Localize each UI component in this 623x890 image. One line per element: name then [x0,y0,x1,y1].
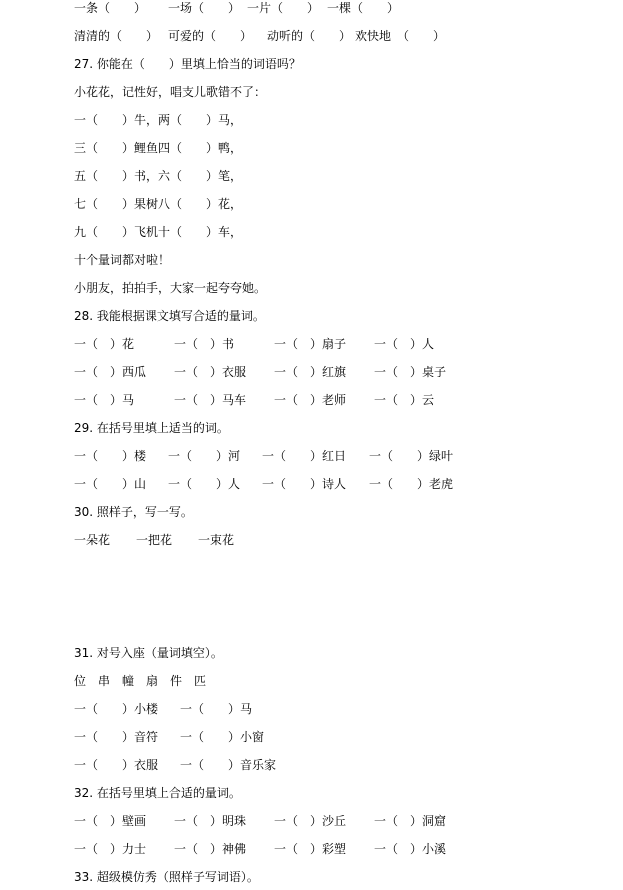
blank-item: 件 [170,674,183,688]
line-r12 [74,335,474,353]
blank-item: 一场（ ） [168,1,241,15]
blank-item: 一（ ）马车 [174,393,247,407]
blank-item: 幢 [122,674,135,688]
line-r18: 30. 照样子，写一写。 [74,505,193,519]
blank-item: 可爱的（ ） [168,29,253,43]
line-r14 [74,391,474,409]
blank-item: 一（ ）楼 [74,449,147,463]
blank-item: 一（ ）音符 [74,730,159,744]
blank-item: 一（ ）彩塑 [274,842,347,856]
blank-item: 一（ ）花 [74,337,135,351]
blank-item: 清清的（ ） [74,29,159,43]
line-r1 [74,27,455,45]
blank-item: 一（ ）绿叶 [369,449,454,463]
line-r22 [74,700,280,718]
blank-item: 欢快地 （ ） [355,29,446,43]
blank-item: 一（ ）桌子 [374,365,447,379]
line-r24 [74,756,300,774]
line-r21 [74,672,218,690]
line-r4: 一（ ）牛，两（ ）马， [74,113,243,127]
blank-item: 匹 [194,674,207,688]
blank-item: 一（ ）神佛 [174,842,247,856]
blank-item: 一（ ）红旗 [274,365,347,379]
blank-item: 一（ ）书 [174,337,235,351]
blank-item: 一（ ）沙丘 [274,814,347,828]
blank-item: 一（ ）小溪 [374,842,447,856]
blank-item: 一（ ）红日 [262,449,347,463]
blank-item: 一（ ）衣服 [174,365,247,379]
blank-item: 一（ ）扇子 [274,337,347,351]
line-r16 [74,447,469,465]
blank-item: 一朵花 [74,533,111,547]
line-r17 [74,475,469,493]
line-r8: 九（ ）飞机十（ ）车， [74,225,243,239]
blank-item: 串 [98,674,111,688]
blank-item: 一（ ）衣服 [74,758,159,772]
blank-item: 一棵（ ） [327,1,400,15]
blank-item: 一（ ）小楼 [74,702,159,716]
blank-item: 一（ ）老虎 [369,477,454,491]
blank-item: 一（ ）小窗 [180,730,265,744]
blank-item: 扇 [146,674,159,688]
line-r26 [74,812,474,830]
blank-item: 位 [74,674,87,688]
blank-item: 一（ ）明珠 [174,814,247,828]
line-r7: 七（ ）果树八（ ）花， [74,197,243,211]
line-r15: 29. 在括号里填上适当的词。 [74,421,229,435]
line-r27 [74,840,474,858]
blank-item: 一（ ）河 [168,449,241,463]
blank-item: 一（ ）马 [180,702,253,716]
line-r28: 33. 超级模仿秀（照样子写词语）。 [74,870,259,884]
blank-item: 一（ ）音乐家 [180,758,277,772]
line-r0 [74,0,407,17]
line-r19 [74,531,260,549]
blank-item: 一（ ）马 [74,393,135,407]
blank-item: 一（ ）洞窟 [374,814,447,828]
line-r10: 小朋友，拍拍手，大家一起夸夸她。 [74,281,267,295]
blank-item: 动听的（ ） [267,29,352,43]
blank-item: 一（ ）力士 [74,842,147,856]
blank-item: 一（ ）诗人 [262,477,347,491]
line-r23 [74,728,280,746]
blank-item: 一（ ）壁画 [74,814,147,828]
line-r13 [74,363,474,381]
blank-item: 一（ ）云 [374,393,435,407]
line-r2: 27. 你能在（ ）里填上恰当的词语吗？ [74,57,301,71]
blank-item: 一把花 [136,533,173,547]
line-r5: 三（ ）鲤鱼四（ ）鸭， [74,141,243,155]
blank-item: 一片（ ） [247,1,320,15]
blank-item: 一（ ）人 [374,337,435,351]
blank-item: 一束花 [198,533,235,547]
line-r6: 五（ ）书，六（ ）笔， [74,169,243,183]
line-r3: 小花花，记性好，唱支儿歌错不了： [74,85,267,99]
blank-item: 一（ ）人 [168,477,241,491]
line-r9: 十个量词都对啦！ [74,253,171,267]
line-r11: 28. 我能根据课文填写合适的量词。 [74,309,265,323]
line-r20: 31. 对号入座（量词填空）。 [74,646,223,660]
blank-item: 一（ ）老师 [274,393,347,407]
line-r25: 32. 在括号里填上合适的量词。 [74,786,241,800]
blank-item: 一（ ）山 [74,477,147,491]
blank-item: 一条（ ） [74,1,147,15]
blank-item: 一（ ）西瓜 [74,365,147,379]
